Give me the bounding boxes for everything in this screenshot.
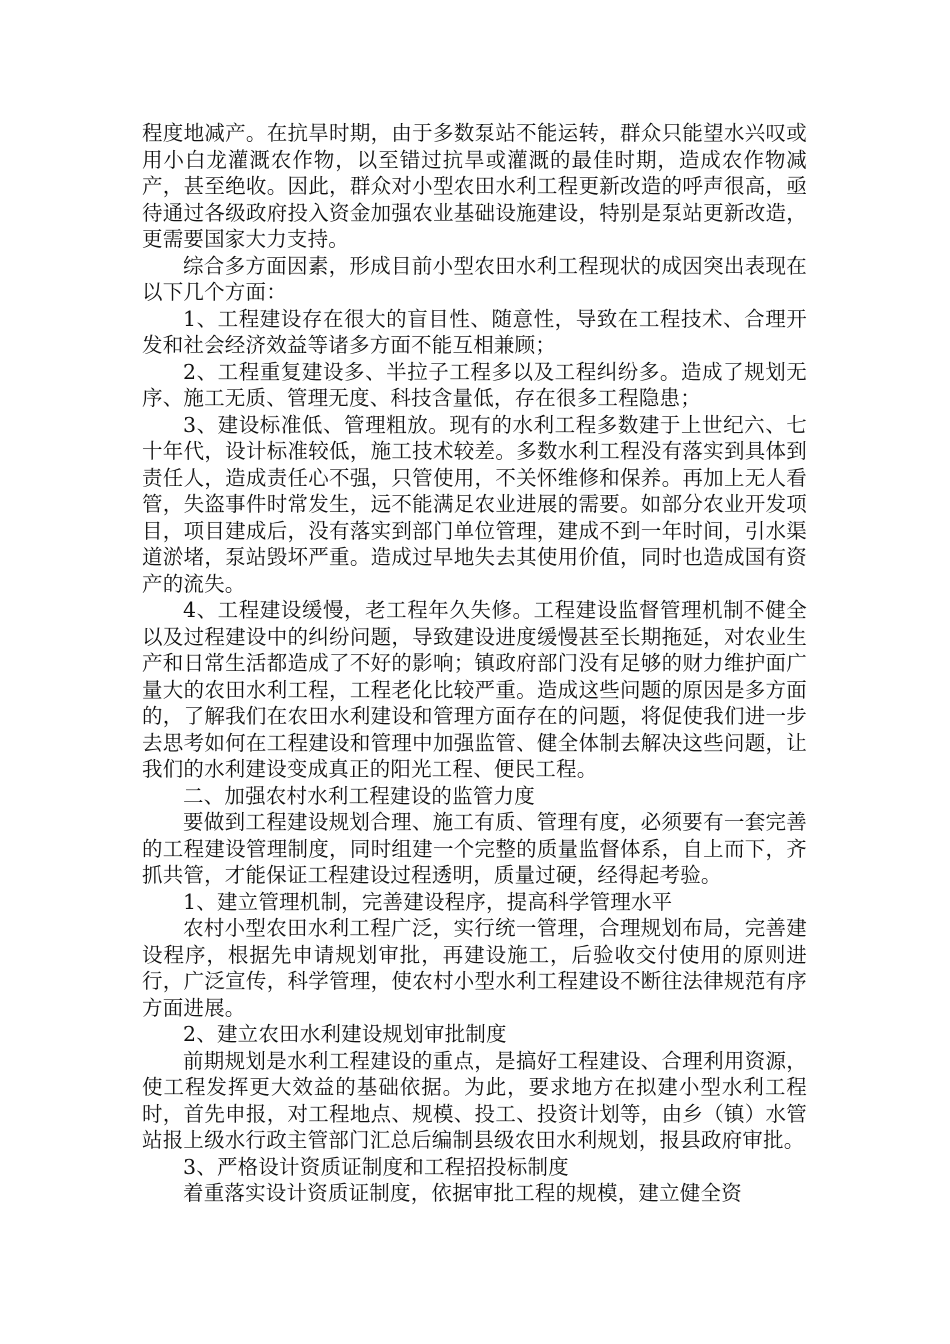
paragraph-subsection-3: 着重落实设计资质证制度，依据审批工程的规模，建立健全资 (183, 1181, 742, 1205)
subheading-2: 2、建立农田水利建设规划审批制度 (183, 1022, 507, 1046)
paragraph-subsection-1: 农村小型农田水利工程广泛，实行统一管理，合理规划布局，完善建设程序，根据先申请规划审批，再建设施工，后验收交付使用的原则进行，广泛宣传，科学管理，使农村小型水利工程建设不断往法律规范有序方面进展。 (142, 916, 807, 1020)
paragraph-cause-1: 1、工程建设存在很大的盲目性、随意性，导致在工程技术、合理开发和社会经济效益等诸多方面不能互相兼顾； (142, 306, 807, 357)
paragraph-subsection-2: 前期规划是水利工程建设的重点，是搞好工程建设、合理利用资源，使工程发挥更大效益的基础依据。为此，要求地方在拟建小型水利工程时，首先申报，对工程地点、规模、投工、投资计划等，由乡（镇）水管站报上级水行政主管部门汇总后编制县级农田水利规划，报县政府审批。 (142, 1048, 807, 1152)
document-body (142, 120, 807, 1207)
paragraph-cause-3: 3、建设标准低、管理粗放。现有的水利工程多数建于上世纪六、七十年代，设计标准较低，施工技术较差。多数水利工程没有落实到具体到责任人，造成责任心不强，只管使用，不关怀维修和保养。再加上无人看管，失盗事件时常发生，远不能满足农业进展的需要。如部分农业开发项目，项目建成后，没有落实到部门单位管理，建成不到一年时间，引水渠道淤堵，泵站毁坏严重。造成过早地失去其使用价值，同时也造成国有资产的流失。 (142, 412, 807, 596)
paragraph-causes-intro: 综合多方面因素，形成目前小型农田水利工程现状的成因突出表现在以下几个方面： (142, 253, 807, 304)
paragraph-cause-4: 4、工程建设缓慢，老工程年久失修。工程建设监督管理机制不健全以及过程建设中的纠纷问题，导致建设进度缓慢甚至长期拖延，对农业生产和日常生活都造成了不好的影响；镇政府部门没有足够的财力维护面广量大的农田水利工程，工程老化比较严重。造成这些问题的原因是多方面的，了解我们在农田水利建设和管理方面存在的问题，将促使我们进一步去思考如何在工程建设和管理中加强监管、健全体制去解决这些问题，让我们的水利建设变成真正的阳光工程、便民工程。 (142, 598, 807, 781)
paragraph-cause-2: 2、工程重复建设多、半拉子工程多以及工程纠纷多。造成了规划无序、施工无质、管理无度、科技含量低，存在很多工程隐患； (142, 359, 807, 410)
subheading-3: 3、严格设计资质证制度和工程招投标制度 (183, 1154, 569, 1179)
paragraph-continuation: 程度地减产。在抗旱时期，由于多数泵站不能运转，群众只能望水兴叹或用小白龙灌溉农作物，以至错过抗旱或灌溉的最佳时期，造成农作物减产，甚至绝收。因此，群众对小型农田水利工程更新改造的呼声很高，亟待通过各级政府投入资金加强农业基础设施建设，特别是泵站更新改造，更需要国家大力支持。 (142, 121, 807, 251)
subheading-1: 1、建立管理机制，完善建设程序，提高科学管理水平 (183, 889, 673, 914)
paragraph-section-2-intro: 要做到工程建设规划合理、施工有质、管理有度，必须要有一套完善的工程建设管理制度，同时组建一个完整的质量监督体系，自上而下，齐抓共管，才能保证工程建设过程透明，质量过硬，经得起考验。 (142, 810, 807, 887)
section-heading-2: 二、加强农村水利工程建设的监管力度 (183, 783, 535, 808)
